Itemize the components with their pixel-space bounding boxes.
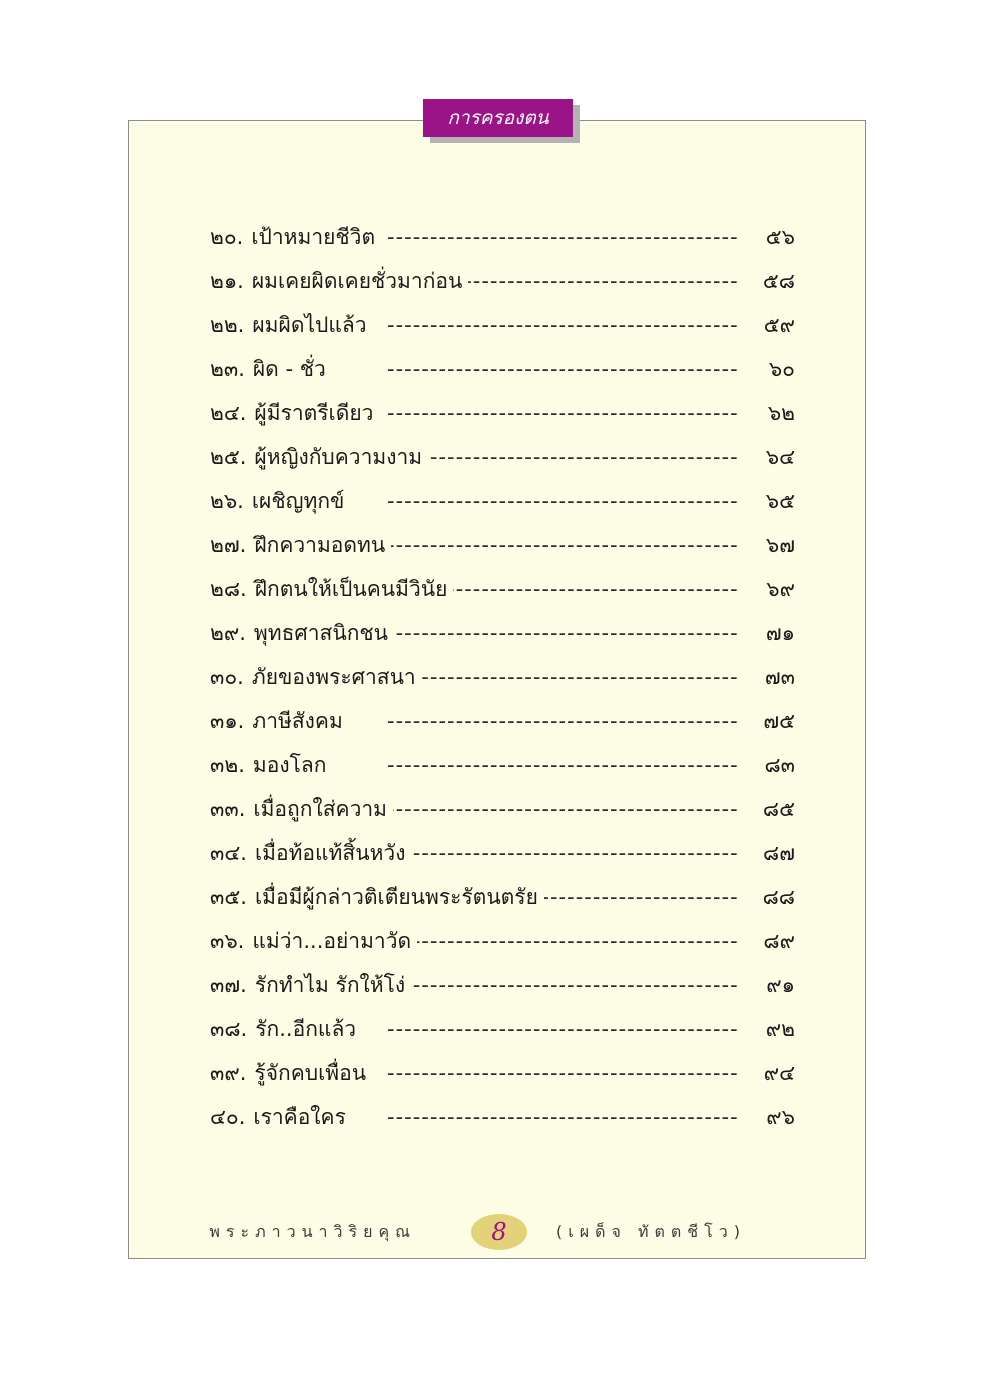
toc-leader-dashes [387, 303, 737, 347]
toc-leader-dashes [387, 391, 737, 435]
toc-entry-label [210, 1061, 372, 1085]
toc-leader-dashes [387, 919, 737, 963]
toc-entry-label [210, 225, 381, 249]
toc-entry-title: ผู้หญิงกับความงาม [254, 445, 423, 469]
toc-entry[interactable] [210, 875, 795, 919]
toc-entry[interactable] [210, 787, 795, 831]
toc-entry-number: ๒๑. [210, 269, 244, 293]
toc-entry-title: ฝึกความอดทน [254, 533, 386, 557]
toc-leader-dashes [387, 479, 737, 523]
toc-entry[interactable] [210, 215, 795, 259]
toc-entry[interactable] [210, 1051, 795, 1095]
toc-entry-page: ๙๔ [763, 1061, 795, 1085]
toc-entry-label [210, 577, 453, 601]
toc-leader-dashes [387, 963, 737, 1007]
toc-entry-number: ๓๘. [210, 1017, 248, 1041]
toc-entry-number: ๓๐. [210, 665, 244, 689]
toc-leader-dashes [387, 347, 737, 391]
toc-entry[interactable] [210, 655, 795, 699]
toc-entry-title: ผู้มีราตรีเดียว [254, 401, 374, 425]
toc-entry-number: ๓๑. [210, 709, 245, 733]
toc-entry-label [210, 357, 332, 381]
toc-entry-label [210, 1017, 362, 1041]
toc-entry-title: เป้าหมายชีวิต [251, 225, 376, 249]
toc-entry[interactable] [210, 963, 795, 1007]
toc-entry-title: เผชิญทุกข์ [251, 489, 345, 513]
toc-leader-dashes [387, 1007, 737, 1051]
toc-entry-page: ๕๘ [762, 269, 795, 293]
toc-entry-title: ผมผิดไปแล้ว [252, 313, 367, 337]
toc-entry-title: ผมเคยผิดเคยชั่วมาก่อน [251, 269, 463, 293]
toc-entry[interactable] [210, 259, 795, 303]
toc-entry-label [210, 445, 428, 469]
footer-author: (เผด็จ ทัตตชีโว) [556, 1222, 746, 1241]
toc-entry-label [210, 665, 422, 689]
toc-leader-dashes [387, 743, 737, 787]
toc-entry-page: ๖๐ [768, 357, 795, 381]
toc-entry[interactable] [210, 919, 795, 963]
toc-entry-page: ๗๕ [763, 709, 795, 733]
toc-entry-label [210, 753, 332, 777]
toc-entry[interactable] [210, 479, 795, 523]
footer-book-title: พระภาวนาวิริยคุณ [209, 1222, 416, 1241]
toc-entry-number: ๓๗. [210, 973, 247, 997]
toc-entry-title: เมื่อท้อแท้สิ้นหวัง [254, 841, 406, 865]
toc-entry-page: ๙๖ [766, 1105, 795, 1129]
toc-entry-page: ๘๕ [762, 797, 795, 821]
toc-entry-label [210, 313, 373, 337]
toc-entry-label [210, 885, 544, 909]
toc-entry[interactable] [210, 743, 795, 787]
toc-entry-number: ๒๕. [210, 445, 247, 469]
toc-entry[interactable] [210, 831, 795, 875]
toc-leader-dashes [387, 215, 737, 259]
toc-entry-label [210, 401, 379, 425]
toc-entry-title: มองโลก [252, 753, 327, 777]
toc-entry-title: เราคือใคร [253, 1105, 346, 1129]
toc-entry-title: ผิด - ชั่ว [252, 357, 326, 381]
toc-entry-number: ๓๖. [210, 929, 245, 953]
toc-entry-page: ๖๗ [765, 533, 795, 557]
toc-entry-title: รัก..อีกแล้ว [255, 1017, 357, 1041]
toc-entry-number: ๓๓. [210, 797, 246, 821]
toc-entry-label [210, 797, 393, 821]
toc-entry[interactable] [210, 303, 795, 347]
toc-entry-page: ๘๓ [764, 753, 795, 777]
toc-leader-dashes [387, 1051, 737, 1095]
toc-entry-page: ๘๙ [763, 929, 795, 953]
toc-entry-label [210, 709, 349, 733]
toc-entry-number: ๓๙. [210, 1061, 247, 1085]
toc-leader-dashes [387, 1095, 737, 1139]
toc-entry[interactable] [210, 523, 795, 567]
toc-entry-label [210, 489, 350, 513]
toc-entry-page: ๕๖ [765, 225, 795, 249]
toc-entry-number: ๔๐. [210, 1105, 246, 1129]
toc-entry[interactable] [210, 435, 795, 479]
toc-leader-dashes [387, 611, 737, 655]
toc-entry-title: ภัยของพระศาสนา [251, 665, 416, 689]
toc-entry-title: เมื่อถูกใส่ความ [253, 797, 387, 821]
toc-entry-label [210, 621, 394, 645]
toc-entry-page: ๙๑ [766, 973, 795, 997]
toc-entry[interactable] [210, 611, 795, 655]
toc-entry-title: รักทำไม รักให้โง่ [254, 973, 406, 997]
toc-entry-page: ๖๒ [767, 401, 795, 425]
toc-entry[interactable] [210, 391, 795, 435]
toc-entry-number: ๓๕. [210, 885, 247, 909]
toc-leader-dashes [387, 435, 737, 479]
toc-entry-page: ๙๒ [765, 1017, 795, 1041]
toc-entry-number: ๒๒. [210, 313, 245, 337]
toc-entry-number: ๒๔. [210, 401, 247, 425]
toc-entry[interactable] [210, 347, 795, 391]
toc-entry-number: ๒๖. [210, 489, 244, 513]
toc-entry-title: เมื่อมีผู้กล่าวติเตียนพระรัตนตรัย [254, 885, 538, 909]
toc-entry-title: แม่ว่า...อย่ามาวัด [252, 929, 412, 953]
toc-entry-number: ๓๒. [210, 753, 245, 777]
toc-entry-page: ๖๙ [766, 577, 795, 601]
toc-entry-label [210, 269, 468, 293]
toc-entry-title: ภาษีสังคม [252, 709, 343, 733]
toc-leader-dashes [387, 523, 737, 567]
toc-entry-page: ๗๓ [764, 665, 795, 689]
toc-entry-label [210, 929, 417, 953]
toc-entry-title: รู้จักคบเพื่อน [254, 1061, 367, 1085]
page-footer [128, 1212, 866, 1252]
toc-entry-number: ๒๘. [210, 577, 247, 601]
toc-entry-number: ๒๐. [210, 225, 244, 249]
toc-entry-page: ๘๗ [763, 841, 795, 865]
toc-entry-page: ๖๔ [765, 445, 795, 469]
toc-entry-number: ๒๓. [210, 357, 245, 381]
toc-leader-dashes [387, 787, 737, 831]
toc-entry-number: ๒๗. [210, 533, 247, 557]
table-of-contents [210, 215, 795, 1139]
toc-leader-dashes [387, 699, 737, 743]
toc-entry-label [210, 973, 411, 997]
toc-entry[interactable] [210, 567, 795, 611]
toc-entry-title: พุทธศาสนิกชน [253, 621, 389, 645]
toc-leader-dashes [387, 655, 737, 699]
toc-entry-page: ๘๘ [762, 885, 795, 909]
toc-entry-page: ๕๙ [763, 313, 795, 337]
toc-entry-label [210, 533, 391, 557]
toc-entry-page: ๗๑ [765, 621, 795, 645]
page-number-badge: 8 [471, 1214, 527, 1250]
toc-entry-page: ๖๕ [765, 489, 795, 513]
chapter-header: การครองตน [423, 99, 573, 137]
toc-entry-title: ฝึกตนให้เป็นคนมีวินัย [254, 577, 448, 601]
toc-entry-label [210, 1105, 352, 1129]
toc-leader-dashes [387, 831, 737, 875]
toc-entry-number: ๓๔. [210, 841, 247, 865]
toc-entry-number: ๒๙. [210, 621, 246, 645]
toc-entry[interactable] [210, 699, 795, 743]
toc-entry-label [210, 841, 411, 865]
toc-entry[interactable] [210, 1007, 795, 1051]
toc-entry[interactable] [210, 1095, 795, 1139]
